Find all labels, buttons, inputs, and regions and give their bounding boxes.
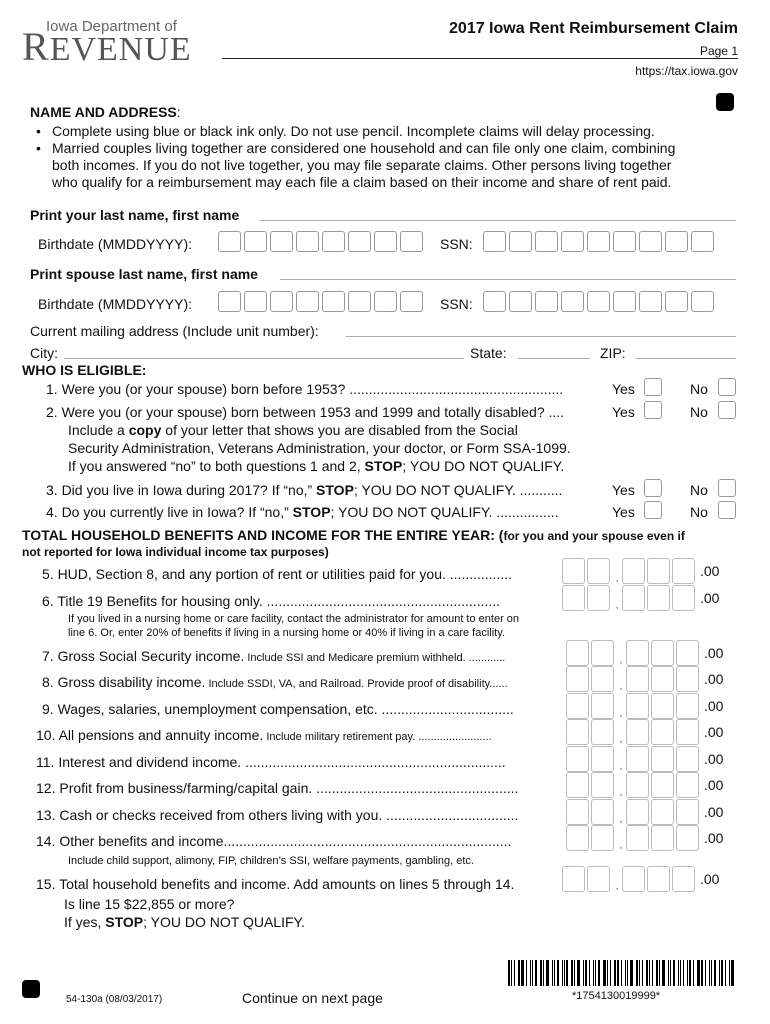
line-5-amount[interactable]: , .00 (562, 558, 719, 584)
barcode-bar (540, 960, 542, 986)
income-heading-line2: not reported for Iowa individual income tax purposes) (22, 545, 329, 559)
your-ssn-label: SSN: (440, 236, 473, 252)
your-name-field[interactable] (260, 207, 736, 221)
barcode-bar (705, 960, 706, 986)
logo-first-letter: R (22, 24, 50, 69)
barcode-bar (552, 960, 553, 986)
line-14-note: Include child support, alimony, FIP, children’s SSI, welfare payments, gambling, etc. (68, 855, 474, 867)
barcode-bar (566, 960, 568, 986)
barcode-bar (577, 960, 580, 986)
barcode-bar (709, 960, 710, 986)
q2-yes-label: Yes (612, 404, 635, 420)
q2-note-1: Include a copy of your letter that shows you are disabled from the Social (68, 422, 518, 438)
barcode-bar (701, 960, 703, 986)
barcode-bar (598, 960, 600, 986)
barcode-bar (680, 960, 681, 986)
q4-no-checkbox[interactable] (718, 501, 736, 519)
q1-yes-checkbox[interactable] (644, 378, 662, 396)
barcode-bar (607, 960, 608, 986)
instructions-list (30, 123, 750, 191)
form-title: 2017 Iowa Rent Reimbursement Claim (449, 20, 738, 37)
question-3: 3. Did you live in Iowa during 2017? If “no,” STOP; YOU DO NOT QUALIFY. ........... (46, 482, 563, 498)
line-15-amount[interactable]: , .00 (562, 866, 719, 892)
barcode-bar (546, 960, 549, 986)
spouse-ssn-label: SSN: (440, 296, 473, 312)
line-6-label: 6. Title 19 Benefits for housing only. ............................................................ (42, 593, 501, 609)
q1-no-label: No (690, 381, 708, 397)
barcode-bar (652, 960, 653, 986)
question-1: 1. Were you (or your spouse) born before 1953? ....................................................... (46, 381, 564, 397)
line-9-amount[interactable]: , .00 (566, 693, 723, 719)
continue-note: Continue on next page (242, 990, 383, 1006)
barcode-bar (585, 960, 587, 986)
your-ssn-boxes[interactable] (483, 231, 717, 252)
barcode-bar (649, 960, 650, 986)
name-address-heading: NAME AND ADDRESS: (30, 104, 181, 120)
q1-yes-label: Yes (612, 381, 635, 397)
registration-mark-top (716, 93, 734, 111)
q4-yes-label: Yes (612, 504, 635, 520)
q2-yes-checkbox[interactable] (644, 401, 662, 419)
barcode-bar (583, 960, 584, 986)
q3-yes-label: Yes (612, 482, 635, 498)
line-6-note-1: If you lived in a nursing home or care facility, contact the administrator for amount to enter on (68, 613, 520, 625)
line-5-label: 5. HUD, Section 8, and any portion of rent or utilities paid for you. ................ (42, 566, 513, 582)
q2-no-checkbox[interactable] (718, 401, 736, 419)
barcode-bar (627, 960, 628, 986)
barcode-bar (564, 960, 565, 986)
barcode-bar (617, 960, 619, 986)
q3-no-checkbox[interactable] (718, 479, 736, 497)
mailing-address-field[interactable] (346, 323, 736, 337)
barcode-bar (719, 960, 720, 986)
spouse-name-field[interactable] (280, 266, 736, 280)
your-birthdate-boxes[interactable] (218, 231, 426, 252)
barcode-bar (543, 960, 544, 986)
barcode-bar (689, 960, 691, 986)
barcode-bar (714, 960, 716, 986)
barcode-bar (593, 960, 594, 986)
barcode-bar (662, 960, 665, 986)
line-8-label: 8. Gross disability income. Include SSDI, VA, and Railroad. Provide proof of disability...... (42, 674, 508, 690)
registration-mark-bottom (22, 980, 40, 998)
zip-label: ZIP: (600, 345, 626, 361)
barcode-bar (535, 960, 537, 986)
barcode-bar (639, 960, 640, 986)
barcode-bar (530, 960, 531, 986)
barcode-bar (562, 960, 563, 986)
line-14-label: 14. Other benefits and income.......................................................................... (36, 833, 512, 849)
line-6-amount[interactable]: , .00 (562, 585, 719, 611)
barcode-bar (526, 960, 527, 986)
barcode-bar (595, 960, 596, 986)
eligible-heading: WHO IS ELIGIBLE: (22, 362, 147, 378)
q3-no-label: No (690, 482, 708, 498)
line-12-amount[interactable]: , .00 (566, 772, 723, 798)
barcode-bar (729, 960, 730, 986)
barcode-bar (614, 960, 616, 986)
barcode-bar (693, 960, 694, 986)
barcode-bar (670, 960, 671, 986)
header-rule (222, 58, 738, 59)
barcode-bar (603, 960, 606, 986)
barcode-bar (532, 960, 533, 986)
barcode-bar (668, 960, 669, 986)
barcode-bar (621, 960, 622, 986)
instruction-ink: • Complete using blue or black ink only. Do not use pencil. Incomplete claims will delay processing. (30, 123, 750, 140)
barcode-bar (521, 960, 524, 986)
barcode-bar (659, 960, 660, 986)
your-name-label: Print your last name, first name (30, 207, 240, 223)
q2-note-3: If you answered “no” to both questions 1 and 2, STOP; YOU DO NOT QUALIFY. (68, 458, 565, 474)
line-8-amount[interactable]: , .00 (566, 666, 723, 692)
line-11-label: 11. Interest and dividend income. ................................................................... (36, 754, 506, 770)
page-number: Page 1 (699, 44, 738, 58)
barcode-bar (554, 960, 555, 986)
barcode-bar (518, 960, 520, 986)
barcode-bar (630, 960, 633, 986)
question-4: 4. Do you currently live in Iowa? If “no,” STOP; YOU DO NOT QUALIFY. ................ (46, 504, 559, 520)
q2-no-label: No (690, 404, 708, 420)
spouse-birthdate-boxes[interactable] (218, 291, 426, 312)
line-10-label: 10. All pensions and annuity income. Include military retirement pay. ........................ (36, 727, 492, 743)
line-15-stop: If yes, STOP; YOU DO NOT QUALIFY. (64, 914, 305, 930)
barcode-bar (725, 960, 726, 986)
form-number: 54-130a (08/03/2017) (66, 994, 163, 1005)
barcode-bar (678, 960, 680, 986)
barcode-number: *1754130019999* (572, 990, 661, 1002)
line-13-amount[interactable]: , .00 (566, 799, 723, 825)
mailing-address-label: Current mailing address (Include unit number): (30, 323, 319, 339)
barcode-bar (642, 960, 643, 986)
barcode-bar (711, 960, 712, 986)
barcode-bar (721, 960, 723, 986)
barcode-bar (571, 960, 573, 986)
barcode-bar (610, 960, 611, 986)
q3-yes-checkbox[interactable] (644, 479, 662, 497)
income-heading: TOTAL HOUSEHOLD BENEFITS AND INCOME FOR THE ENTIRE YEAR: (for you and your spouse even if (22, 527, 685, 543)
barcode-bar (625, 960, 626, 986)
spouse-ssn-boxes[interactable] (483, 291, 717, 312)
line-7-amount[interactable]: , .00 (566, 640, 723, 666)
instruction-married: • Married couples living together are considered one household and can file only one claim, combining both incomes. If you do not live together, you may file separate claims. Other persons living together who qualify for a reimbursement may each file a claim based on their income and share of rent paid. (30, 140, 750, 191)
website-url: https://tax.iowa.gov (635, 64, 738, 78)
barcode-bar (656, 960, 658, 986)
barcode-bar (646, 960, 648, 986)
line-13-label: 13. Cash or checks received from others living with you. .................................. (36, 807, 519, 823)
logo-top-text: Iowa Department of (46, 18, 177, 35)
q2-note-2: Security Administration, Veterans Administration, your doctor, or Form SSA-1099. (68, 440, 571, 456)
spouse-name-label: Print spouse last name, first name (30, 266, 258, 282)
q4-yes-checkbox[interactable] (644, 501, 662, 519)
barcode-bar (731, 960, 734, 986)
line-7-label: 7. Gross Social Security income. Include SSI and Medicare premium withheld. ............ (42, 648, 506, 664)
line-11-amount[interactable]: , .00 (566, 746, 723, 772)
barcode-bar (514, 960, 515, 986)
barcode-bar (687, 960, 688, 986)
line-15-question: Is line 15 $22,855 or more? (64, 896, 235, 912)
city-field[interactable] (64, 345, 464, 359)
q1-no-checkbox[interactable] (718, 378, 736, 396)
barcode-bar (636, 960, 638, 986)
logo-rest: EVENUE (49, 31, 192, 68)
zip-field[interactable] (636, 345, 736, 359)
your-birthdate-label: Birthdate (MMDDYYYY): (38, 236, 193, 252)
barcode-bar (511, 960, 512, 986)
barcode-bar (697, 960, 700, 986)
line-6-note-2: line 6. Or, enter 20% of benefits if living in a nursing home or 40% if living in a care facility. (68, 627, 505, 639)
barcode-bar (683, 960, 684, 986)
barcode (508, 960, 736, 986)
state-field[interactable] (518, 345, 590, 359)
line-15-label: 15. Total household benefits and income. Add amounts on lines 5 through 14. (36, 876, 515, 892)
line-10-amount[interactable]: , .00 (566, 719, 723, 745)
line-9-label: 9. Wages, salaries, unemployment compensation, etc. .................................. (42, 701, 514, 717)
state-label: State: (470, 345, 507, 361)
line-14-amount[interactable]: , .00 (566, 825, 723, 851)
spouse-birthdate-label: Birthdate (MMDDYYYY): (38, 296, 193, 312)
q4-no-label: No (690, 504, 708, 520)
barcode-bar (673, 960, 675, 986)
barcode-bar (574, 960, 575, 986)
city-label: City: (30, 345, 58, 361)
question-2: 2. Were you (or your spouse) born between 1953 and 1999 and totally disabled? .... (46, 404, 565, 420)
barcode-bar (557, 960, 559, 986)
barcode-bar (508, 960, 510, 986)
barcode-bar (589, 960, 590, 986)
line-12-label: 12. Profit from business/farming/capital gain. .................................................... (36, 780, 519, 796)
